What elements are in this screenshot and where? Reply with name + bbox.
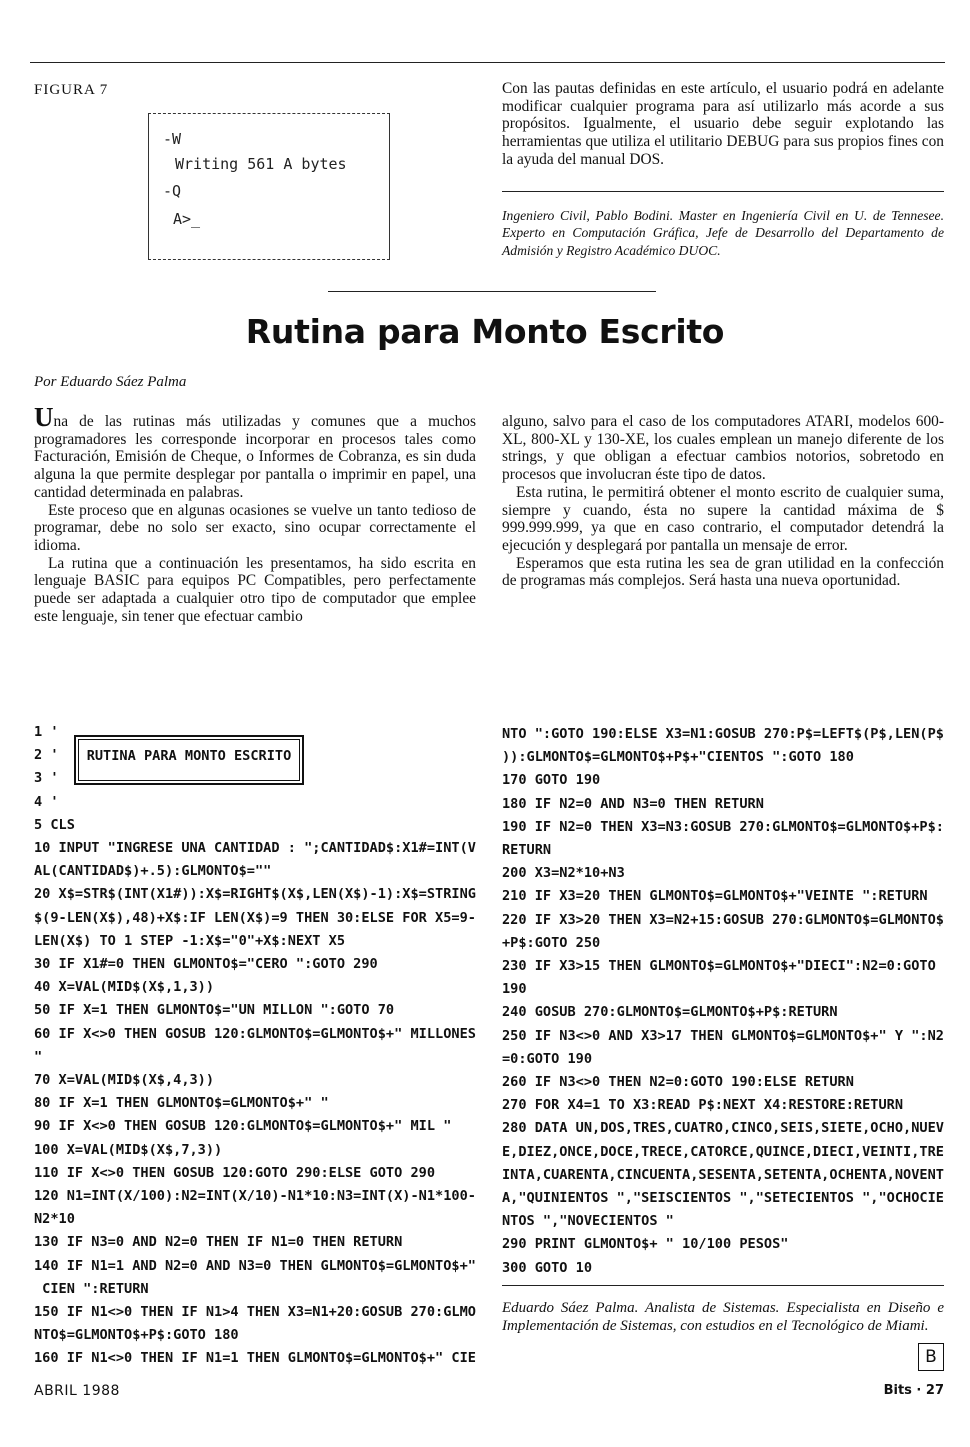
code-line: E,DIEZ,ONCE,DOCE,TRECE,CATORCE,QUINCE,DIECI,VEINTI,TRE [502, 1143, 944, 1160]
code-line: 190 IF N2=0 THEN X3=N3:GOSUB 270:GLMONTO$=GLMONTO$+P$: [502, 818, 944, 835]
footer-page: Bits · 27 [883, 1383, 944, 1398]
code-line: 210 IF X3=20 THEN GLMONTO$=GLMONTO$+"VEINTE ":RETURN [502, 888, 928, 905]
code-line: 140 IF N1=1 AND N2=0 AND N3=0 THEN GLMONTO$=GLMONTO$+" [34, 1257, 476, 1274]
code-line: +P$:GOTO 250 [502, 934, 601, 951]
code-line: 5 CLS [34, 816, 75, 833]
article-title: Rutina para Monto Escrito [245, 312, 725, 351]
code-line: 240 GOSUB 270:GLMONTO$=GLMONTO$+P$:RETURN [502, 1004, 838, 1021]
article-paragraph-6: Esperamos que esta rutina les sea de gran utilidad en la confección de programas más complejos. Será hasta una nueva oportunidad. [502, 554, 944, 590]
code-line: 20 X$=STR$(INT(X1#)):X$=RIGHT$(X$,LEN(X$)-1):X$=STRING [34, 886, 476, 903]
end-mark: B [918, 1343, 944, 1371]
code-line: 60 IF X<>0 THEN GOSUB 120:GLMONTO$=GLMONTO$+" MILLONES [34, 1025, 476, 1042]
figure-line-3: -Q [163, 182, 182, 200]
code-line: 290 PRINT GLMONTO$+ " 10/100 PESOS" [502, 1236, 789, 1253]
top-rule [30, 62, 945, 63]
code-line: 90 IF X<>0 THEN GOSUB 120:GLMONTO$=GLMONTO$+" MIL " [34, 1118, 452, 1135]
code-line: 220 IF X3>20 THEN X3=N2+15:GOSUB 270:GLMONTO$=GLMONTO$ [502, 911, 944, 928]
code-line: 4 ' [34, 793, 59, 810]
code-line: $(9-LEN(X$),48)+X$:IF LEN(X$)=9 THEN 30:ELSE FOR X5=9- [34, 909, 476, 926]
code-line: N2*10 [34, 1211, 75, 1228]
article-paragraph-4: alguno, salvo para el caso de los computadores ATARI, modelos 600-XL, 800-XL y 130-XE, los cuales emplean un manejo diferente de los strings, y que obligan a efectuar cambios notorios, sobretodo en procesos que involucran éste tipo de datos. [502, 413, 944, 484]
code-line: =0:GOTO 190 [502, 1050, 593, 1067]
bottom-author-bio [502, 1299, 944, 1335]
top-author-bio [502, 207, 944, 259]
figure-screen-box [148, 113, 390, 260]
bottom-author-bio-text: Eduardo Sáez Palma. Analista de Sistemas. Especialista en Diseño e Implementación de Sistemas, con estudios en el Tecnológico de Miami. [502, 1300, 944, 1335]
code-line: A,"QUINIENTOS ","SEISCIENTOS ","SETECIENTOS ","OCHOCIE [502, 1190, 944, 1207]
code-line: 190 [502, 981, 527, 998]
title-rule [328, 291, 656, 292]
figure-line-2: Writing 561 A bytes [175, 155, 347, 173]
code-line: 150 IF N1<>0 THEN IF N1>4 THEN X3=N1+20:GOSUB 270:GLMO [34, 1304, 476, 1321]
code-line: )):GLMONTO$=GLMONTO$+P$+"CIENTOS ":GOTO 180 [502, 749, 854, 766]
code-line: 300 GOTO 10 [502, 1259, 593, 1276]
article-paragraph-1 [34, 402, 476, 502]
code-line: 120 N1=INT(X/100):N2=INT(X/10)-N1*10:N3=INT(X)-N1*100- [34, 1188, 476, 1205]
code-line: 100 X=VAL(MID$(X$,7,3)) [34, 1141, 223, 1158]
code-line: NTO ":GOTO 190:ELSE X3=N1:GOSUB 270:P$=LEFT$(P$,LEN(P$ [502, 726, 944, 742]
code-line: NTO$=GLMONTO$+P$:GOTO 180 [34, 1327, 239, 1344]
code-line: 280 DATA UN,DOS,TRES,CUATRO,CINCO,SEIS,SIETE,OCHO,NUEV [502, 1120, 944, 1137]
code-line: 160 IF N1<>0 THEN IF N1=1 THEN GLMONTO$=GLMONTO$+" CIE [34, 1350, 476, 1367]
code-line: 1 ' [34, 724, 59, 740]
bottom-bio-rule [502, 1285, 944, 1286]
code-listing-right [502, 723, 944, 1280]
code-line: 200 X3=N2*10+N3 [502, 865, 625, 882]
code-line: 170 GOTO 190 [502, 772, 601, 789]
code-line: RETURN [502, 842, 552, 859]
code-line: 2 ' [34, 747, 59, 764]
article-paragraph-5: Esta rutina, le permitirá obtener el monto escrito de cualquier suma, siempre y cuando, ésta no supere la cantidad máxima de $ 999.999.999, ya que en caso contrario, el computador detendrá la ejecución y desplegará por pantalla un mensaje de error. [502, 483, 944, 554]
code-line: 230 IF X3>15 THEN GLMONTO$=GLMONTO$+"DIECI":N2=0:GOTO [502, 958, 936, 975]
conclusion-paragraph: Con las pautas definidas en este artículo, el usuario podrá en adelante modificar cualquier programa para así utilizarlo más acorde a sus propósitos. Igualmente, el usuario debe seguir explotando las herramientas que utiliza el utilitario DEBUG para sus propios fines con la ayuda del manual DOS. [502, 80, 944, 168]
code-line: LEN(X$) TO 1 STEP -1:X$="0"+X$:NEXT X5 [34, 932, 345, 949]
code-listing-left [34, 721, 476, 1371]
code-line: 260 IF N3<>0 THEN N2=0:GOTO 190:ELSE RETURN [502, 1074, 854, 1091]
top-right-column [502, 80, 944, 169]
code-line: " [34, 1048, 43, 1065]
code-line: AL(CANTIDAD$)+.5):GLMONTO$="" [34, 863, 272, 880]
code-line: 250 IF N3<>0 AND X3>17 THEN GLMONTO$=GLMONTO$+" Y ":N2 [502, 1027, 944, 1044]
top-author-bio-text: Ingeniero Civil, Pablo Bodini. Master en Ingeniería Civil en U. de Tennesee. Experto en Computación Gráfica, Jefe de Desarrollo del Departamento de Admisión y Registro Académico DUOC. [502, 208, 944, 258]
code-line: 130 IF N3=0 AND N2=0 THEN IF N1=0 THEN RETURN [34, 1234, 403, 1251]
article-left-column [34, 402, 476, 625]
code-line: 270 FOR X4=1 TO X3:READ P$:NEXT X4:RESTORE:RETURN [502, 1097, 904, 1114]
dropcap: U [34, 402, 54, 432]
code-line: INTA,CUARENTA,CINCUENTA,SESENTA,SETENTA,OCHENTA,NOVENT [502, 1166, 944, 1183]
article-paragraph-3: La rutina que a continuación les presentamos, ha sido escrita en lenguaje BASIC para equipos PC Compatibles, pero perfectamente puede ser adaptada a cualquier otro tipo de computador que emplee este lenguaje, sin tener que efectuar cambio [34, 554, 476, 625]
code-line: 40 X=VAL(MID$(X$,1,3)) [34, 979, 215, 996]
article-right-column [502, 413, 944, 590]
code-line: 10 INPUT "INGRESE UNA CANTIDAD : ";CANTIDAD$:X1#=INT(V [34, 840, 476, 857]
bio-rule [502, 191, 944, 192]
article-paragraph-2: Este proceso que en algunas ocasiones se vuelve un tanto tedioso de programar, debe no solo ser exacto, sino ocupar correctamente el idioma. [34, 501, 476, 554]
figure-label: FIGURA 7 [34, 82, 109, 98]
code-line: NTOS ","NOVECIENTOS " [502, 1213, 674, 1230]
code-line: 80 IF X=1 THEN GLMONTO$=GLMONTO$+" " [34, 1095, 329, 1112]
figure-line-1: -W [163, 130, 182, 148]
code-line: 110 IF X<>0 THEN GOSUB 120:GOTO 290:ELSE GOTO 290 [34, 1164, 436, 1181]
footer-date: ABRIL 1988 [34, 1383, 120, 1399]
article-paragraph-1-text: na de las rutinas más utilizadas y comunes que a muchos programadores les corresponde incorporar en procesos tales como Facturación, Emisión de Cheque, o Informes de Cobranza, es sin duda alguna la que permite desplegar por pantalla o imprimir en papel, una cantidad determinada en palabras. [34, 413, 476, 501]
figure-line-4: A>_ [173, 210, 201, 228]
code-line: 3 ' [34, 770, 59, 787]
listing-banner-title: RUTINA PARA MONTO ESCRITO [86, 748, 292, 764]
code-line: 50 IF X=1 THEN GLMONTO$="UN MILLON ":GOTO 70 [34, 1002, 395, 1019]
byline: Por Eduardo Sáez Palma [34, 374, 187, 390]
code-line: CIEN ":RETURN [34, 1280, 149, 1297]
code-line: 30 IF X1#=0 THEN GLMONTO$="CERO ":GOTO 290 [34, 956, 378, 973]
code-line: 70 X=VAL(MID$(X$,4,3)) [34, 1072, 215, 1089]
code-line: 180 IF N2=0 AND N3=0 THEN RETURN [502, 795, 764, 812]
